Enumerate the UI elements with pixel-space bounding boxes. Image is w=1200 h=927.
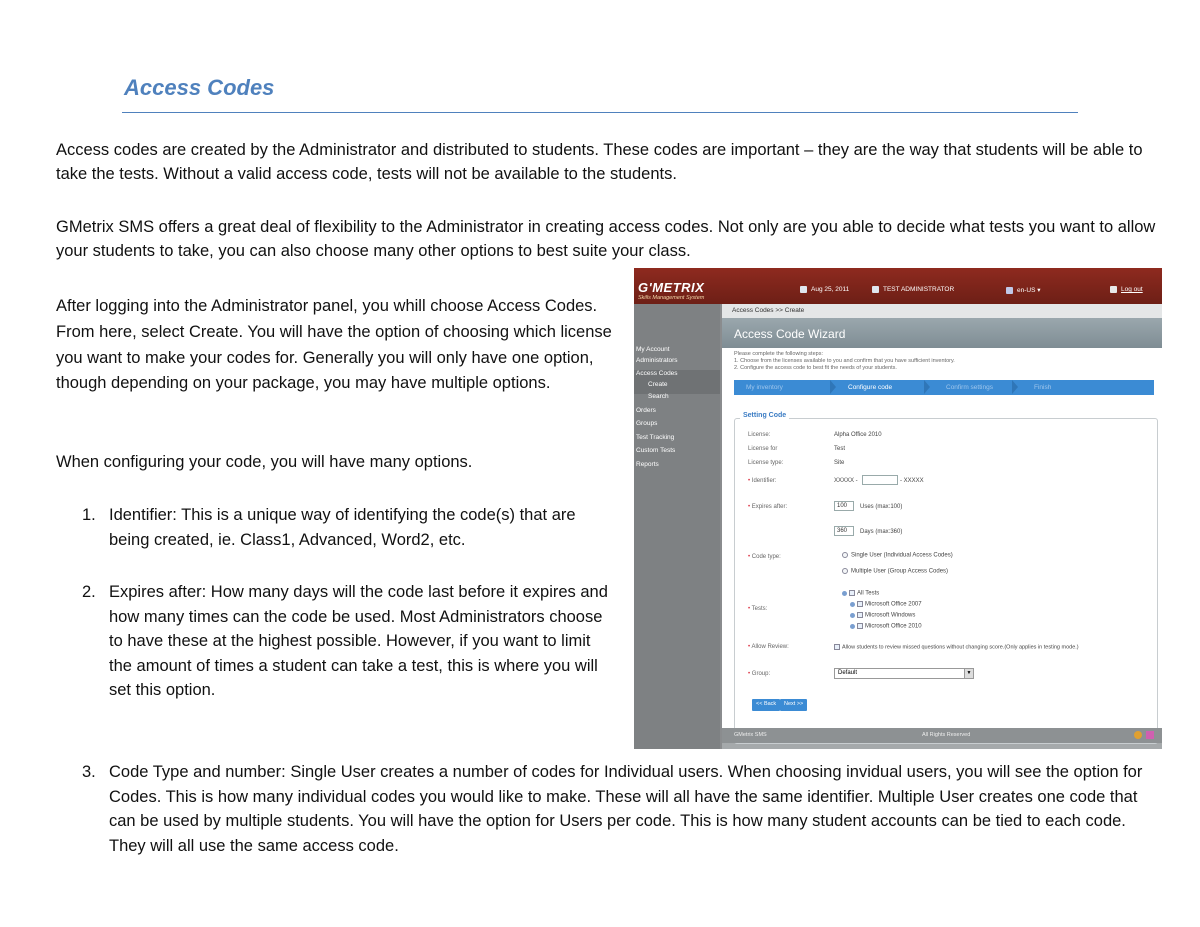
expand-icon: [850, 613, 855, 618]
single-user-radio[interactable]: Single User (Individual Access Codes): [842, 552, 953, 559]
setting-code-fieldset: [734, 418, 1158, 744]
sidebar-item-my-account[interactable]: My Account: [636, 346, 670, 353]
intro-paragraph: Access codes are created by the Administrator and distributed to students. These codes are important – they are the way that students will be able to take the tests. Without a valid access code, tests will not be available to the students.: [56, 141, 1143, 183]
all-tests-checkbox[interactable]: All Tests: [842, 590, 879, 597]
expand-icon: [850, 602, 855, 607]
app-header: [634, 268, 1162, 304]
calendar-icon: [800, 286, 807, 293]
list-number: 1.: [82, 506, 96, 524]
days-input[interactable]: 360: [834, 526, 854, 536]
expand-icon: [850, 624, 855, 629]
logout-icon: [1110, 286, 1117, 293]
chevron-right-icon: [830, 380, 836, 394]
flag-icon: [1006, 287, 1013, 294]
expires-label: • Expires after:: [748, 504, 787, 510]
app-logo-subtitle: Skills Management System: [638, 295, 705, 301]
sidebar-item-test-tracking[interactable]: Test Tracking: [636, 434, 675, 441]
allow-review-label: • Allow Review:: [748, 644, 789, 650]
wizard-instructions: Please complete the following steps: 1. Choose from the licenses available to you and confirm that you have sufficient inventory. 2. Configure the access code to best fit the needs of your students.: [734, 351, 955, 371]
step-confirm-settings: Confirm settings: [946, 384, 993, 391]
next-button[interactable]: Next >>: [780, 699, 807, 711]
step-my-inventory: My inventory: [746, 384, 783, 391]
identifier-prefix: XXXXX -: [834, 478, 858, 484]
login-paragraph: After logging into the Administrator panel, you whill choose Access Codes. From here, select Create. You will have the option of choosing which license you want to make your codes for. Generally you will only have one option, though depending on your package, you may have multiple options.: [56, 297, 612, 393]
sidebar-item-groups[interactable]: Groups: [636, 420, 658, 427]
license-for-label: License for: [748, 446, 778, 452]
test-item[interactable]: Microsoft Windows: [850, 612, 915, 619]
list-text: Expires after: How many days will the code last before it expires and how many times can the code be used. Most Administrators choose to have these at the highest possible. However, if you want to limit the amount of times a student can take a test, this is where you will set this option.: [109, 583, 608, 699]
configuring-paragraph: When configuring your code, you will have many options.: [56, 453, 473, 471]
tests-label: • Tests:: [748, 606, 767, 612]
user-display: TEST ADMINISTRATOR: [872, 286, 954, 293]
date-display: Aug 25, 2011: [800, 286, 849, 293]
list-text: Code Type and number: Single User creates a number of codes for Individual users. When choosing invidual users, you will see the option for Codes. This is how many individual codes you would like to make. These will all have the same identifier. Multiple User creates one code that can be used by multiple students. You will have the option for Users per code. This is how many student accounts can be tied to each code. They will all use the same access code.: [109, 763, 1143, 855]
app-footer: [722, 728, 1162, 743]
group-select[interactable]: Default ▼: [834, 668, 974, 679]
fieldset-legend: Setting Code: [740, 412, 789, 419]
checkbox-icon: [849, 590, 855, 596]
footer-copyright: All Rights Reserved: [922, 732, 971, 738]
back-button[interactable]: << Back: [752, 699, 780, 711]
test-item[interactable]: Microsoft Office 2010: [850, 623, 922, 630]
radio-icon: [842, 568, 848, 574]
wizard-panel: [722, 348, 1162, 738]
license-value: Alpha Office 2010: [834, 432, 882, 438]
license-for-value: Test: [834, 446, 846, 452]
test-item[interactable]: Microsoft Office 2007: [850, 601, 922, 608]
license-label: License:: [748, 432, 771, 438]
group-label: • Group:: [748, 671, 770, 677]
logout-link[interactable]: Log out: [1110, 286, 1143, 293]
license-type-label: License type:: [748, 460, 784, 466]
sidebar-item-access-codes[interactable]: Access Codes: [636, 370, 678, 377]
sidebar-item-create[interactable]: Create: [648, 381, 668, 388]
flexibility-paragraph: GMetrix SMS offers a great deal of flexibility to the Administrator in creating access codes. Not only are you able to decide what tests you want to allow your students to take, you can also choose many other options to best suite your class.: [56, 218, 1156, 260]
checkbox-icon: [857, 601, 863, 607]
main-content: [722, 304, 1162, 749]
help-icon[interactable]: [1134, 731, 1142, 739]
sidebar-item-orders[interactable]: Orders: [636, 407, 656, 414]
identifier-input[interactable]: [862, 475, 898, 485]
wizard-title: Access Code Wizard: [722, 318, 1162, 348]
footer-brand: GMetrix SMS: [734, 732, 767, 738]
license-type-value: Site: [834, 460, 845, 466]
title-rule: [122, 112, 1078, 113]
wizard-stepbar: [734, 380, 1154, 395]
multiple-user-radio[interactable]: Multiple User (Group Access Codes): [842, 568, 948, 575]
uses-input[interactable]: 100: [834, 501, 854, 511]
code-type-label: • Code type:: [748, 554, 781, 560]
settings-icon[interactable]: [1146, 731, 1154, 739]
app-screenshot: [634, 268, 1162, 749]
radio-icon: [842, 552, 848, 558]
sidebar-item-reports[interactable]: Reports: [636, 461, 659, 468]
chevron-right-icon: [924, 380, 930, 394]
user-icon: [872, 286, 879, 293]
sidebar: [634, 304, 720, 749]
list-number: 2.: [82, 583, 96, 601]
sidebar-item-custom-tests[interactable]: Custom Tests: [636, 447, 676, 454]
page-title: Access Codes: [124, 75, 275, 100]
step-configure-code: Configure code: [848, 384, 893, 391]
identifier-label: • Identifier:: [748, 478, 776, 484]
sidebar-item-search[interactable]: Search: [648, 393, 669, 400]
chevron-down-icon: ▼: [964, 669, 973, 678]
list-number: 3.: [82, 763, 96, 781]
list-text: Identifier: This is a unique way of identifying the code(s) that are being created, ie. Class1, Advanced, Word2, etc.: [109, 506, 576, 549]
identifier-suffix: - XXXXX: [900, 478, 924, 484]
checkbox-icon: [834, 644, 840, 650]
days-hint: Days (max:360): [860, 529, 903, 535]
checkbox-icon: [857, 612, 863, 618]
app-logo: G'METRIX: [638, 280, 705, 295]
uses-hint: Uses (max:100): [860, 504, 903, 510]
step-finish: Finish: [1034, 384, 1052, 391]
allow-review-checkbox[interactable]: Allow students to review missed questions without changing score.(Only applies in testing mode.): [834, 644, 1079, 650]
expand-icon: [842, 591, 847, 596]
breadcrumb: Access Codes >> Create: [722, 304, 1162, 318]
sidebar-item-administrators[interactable]: Administrators: [636, 357, 678, 364]
locale-select[interactable]: en-US ▾: [1006, 286, 1041, 294]
chevron-right-icon: [1012, 380, 1018, 394]
checkbox-icon: [857, 623, 863, 629]
